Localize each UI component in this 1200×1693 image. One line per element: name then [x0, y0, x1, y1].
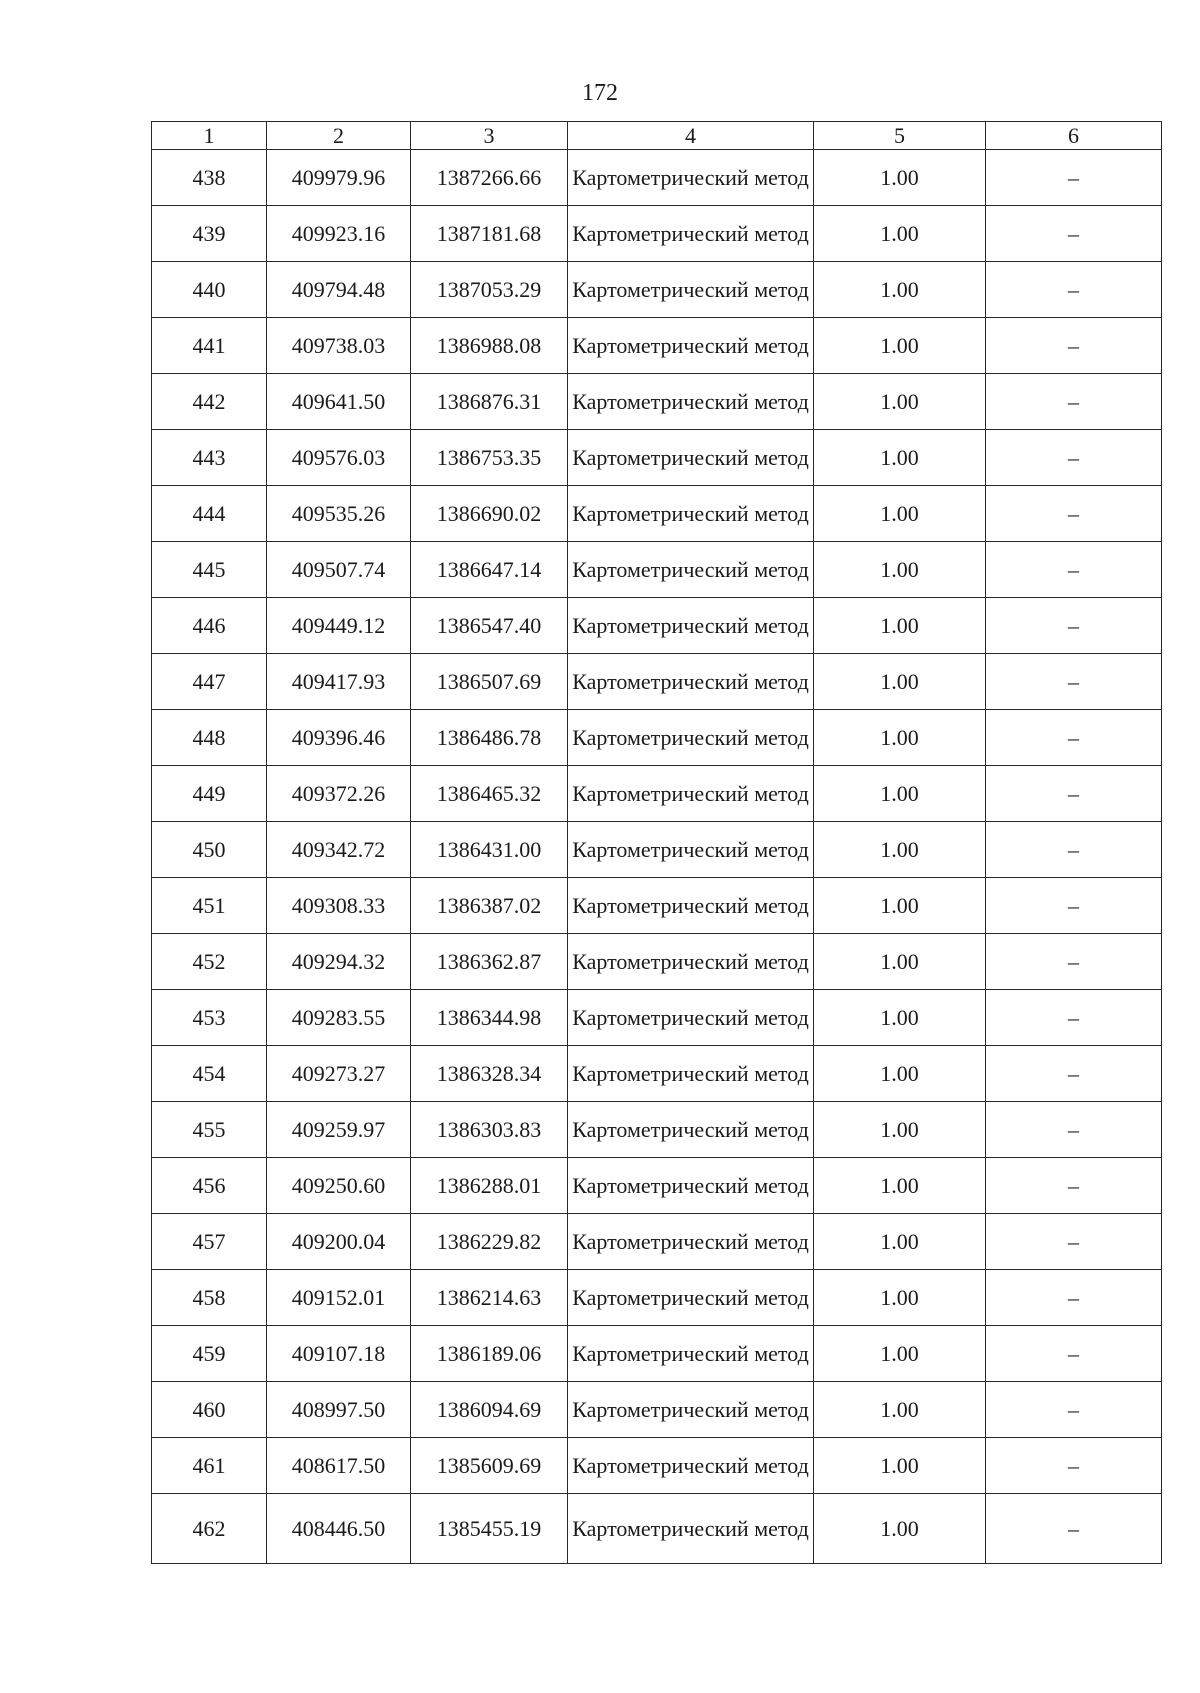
- x-coordinate-cell: 409417.93: [267, 654, 411, 710]
- accuracy-cell: 1.00: [814, 1214, 986, 1270]
- accuracy-cell: 1.00: [814, 1494, 986, 1564]
- method-cell: Картометрический метод: [568, 822, 814, 878]
- x-coordinate-cell: 409794.48: [267, 262, 411, 318]
- table-row: [152, 878, 1162, 934]
- point-number-cell: 454: [152, 1046, 267, 1102]
- x-coordinate-cell: 409200.04: [267, 1214, 411, 1270]
- accuracy-cell: 1.00: [814, 1438, 986, 1494]
- y-coordinate-cell: 1386507.69: [411, 654, 568, 710]
- table-row: [152, 1102, 1162, 1158]
- method-cell: Картометрический метод: [568, 710, 814, 766]
- point-number-cell: 453: [152, 990, 267, 1046]
- point-number-cell: 457: [152, 1214, 267, 1270]
- note-cell: –: [986, 878, 1162, 934]
- point-number-cell: 446: [152, 598, 267, 654]
- table-row: [152, 710, 1162, 766]
- method-cell: Картометрический метод: [568, 654, 814, 710]
- y-coordinate-cell: 1386362.87: [411, 934, 568, 990]
- note-cell: –: [986, 598, 1162, 654]
- table-row: [152, 654, 1162, 710]
- note-cell: –: [986, 1046, 1162, 1102]
- accuracy-cell: 1.00: [814, 1046, 986, 1102]
- table-row: [152, 486, 1162, 542]
- note-cell: –: [986, 1438, 1162, 1494]
- table-row: [152, 766, 1162, 822]
- method-cell: Картометрический метод: [568, 1270, 814, 1326]
- page-number: 172: [582, 80, 618, 106]
- y-coordinate-cell: 1386328.34: [411, 1046, 568, 1102]
- x-coordinate-cell: 408997.50: [267, 1382, 411, 1438]
- method-cell: Картометрический метод: [568, 934, 814, 990]
- column-header: 3: [411, 122, 568, 150]
- table-row: [152, 1270, 1162, 1326]
- y-coordinate-cell: 1386387.02: [411, 878, 568, 934]
- point-number-cell: 462: [152, 1494, 267, 1564]
- method-cell: Картометрический метод: [568, 1326, 814, 1382]
- point-number-cell: 452: [152, 934, 267, 990]
- table-row: [152, 1438, 1162, 1494]
- column-header: 2: [267, 122, 411, 150]
- accuracy-cell: 1.00: [814, 710, 986, 766]
- table-row: [152, 262, 1162, 318]
- table-row: [152, 1382, 1162, 1438]
- note-cell: –: [986, 710, 1162, 766]
- note-cell: –: [986, 990, 1162, 1046]
- method-cell: Картометрический метод: [568, 1046, 814, 1102]
- x-coordinate-cell: 409273.27: [267, 1046, 411, 1102]
- y-coordinate-cell: 1386647.14: [411, 542, 568, 598]
- y-coordinate-cell: 1386988.08: [411, 318, 568, 374]
- y-coordinate-cell: 1386465.32: [411, 766, 568, 822]
- note-cell: –: [986, 1102, 1162, 1158]
- note-cell: –: [986, 654, 1162, 710]
- y-coordinate-cell: 1386344.98: [411, 990, 568, 1046]
- x-coordinate-cell: 409283.55: [267, 990, 411, 1046]
- accuracy-cell: 1.00: [814, 766, 986, 822]
- accuracy-cell: 1.00: [814, 878, 986, 934]
- table-row: [152, 542, 1162, 598]
- point-number-cell: 441: [152, 318, 267, 374]
- table-row: [152, 1494, 1162, 1564]
- y-coordinate-cell: 1386431.00: [411, 822, 568, 878]
- x-coordinate-cell: 409107.18: [267, 1326, 411, 1382]
- x-coordinate-cell: 409923.16: [267, 206, 411, 262]
- note-cell: –: [986, 430, 1162, 486]
- note-cell: –: [986, 934, 1162, 990]
- accuracy-cell: 1.00: [814, 542, 986, 598]
- accuracy-cell: 1.00: [814, 934, 986, 990]
- table-row: [152, 150, 1162, 206]
- point-number-cell: 442: [152, 374, 267, 430]
- y-coordinate-cell: 1385609.69: [411, 1438, 568, 1494]
- method-cell: Картометрический метод: [568, 1158, 814, 1214]
- y-coordinate-cell: 1386094.69: [411, 1382, 568, 1438]
- coordinates-table: [151, 121, 1162, 1564]
- note-cell: –: [986, 1494, 1162, 1564]
- y-coordinate-cell: 1387266.66: [411, 150, 568, 206]
- accuracy-cell: 1.00: [814, 374, 986, 430]
- y-coordinate-cell: 1386303.83: [411, 1102, 568, 1158]
- accuracy-cell: 1.00: [814, 1326, 986, 1382]
- note-cell: –: [986, 822, 1162, 878]
- table-row: [152, 822, 1162, 878]
- x-coordinate-cell: 409294.32: [267, 934, 411, 990]
- x-coordinate-cell: 409372.26: [267, 766, 411, 822]
- table-row: [152, 1046, 1162, 1102]
- point-number-cell: 447: [152, 654, 267, 710]
- method-cell: Картометрический метод: [568, 206, 814, 262]
- method-cell: Картометрический метод: [568, 598, 814, 654]
- x-coordinate-cell: 408446.50: [267, 1494, 411, 1564]
- method-cell: Картометрический метод: [568, 430, 814, 486]
- point-number-cell: 448: [152, 710, 267, 766]
- y-coordinate-cell: 1386876.31: [411, 374, 568, 430]
- method-cell: Картометрический метод: [568, 878, 814, 934]
- table-row: [152, 1214, 1162, 1270]
- point-number-cell: 461: [152, 1438, 267, 1494]
- point-number-cell: 444: [152, 486, 267, 542]
- column-header: 4: [568, 122, 814, 150]
- point-number-cell: 449: [152, 766, 267, 822]
- column-header: 5: [814, 122, 986, 150]
- accuracy-cell: 1.00: [814, 1102, 986, 1158]
- point-number-cell: 451: [152, 878, 267, 934]
- x-coordinate-cell: 409576.03: [267, 430, 411, 486]
- x-coordinate-cell: 409507.74: [267, 542, 411, 598]
- y-coordinate-cell: 1386189.06: [411, 1326, 568, 1382]
- point-number-cell: 455: [152, 1102, 267, 1158]
- y-coordinate-cell: 1387181.68: [411, 206, 568, 262]
- y-coordinate-cell: 1387053.29: [411, 262, 568, 318]
- x-coordinate-cell: 409342.72: [267, 822, 411, 878]
- x-coordinate-cell: 409259.97: [267, 1102, 411, 1158]
- x-coordinate-cell: 408617.50: [267, 1438, 411, 1494]
- column-header: 1: [152, 122, 267, 150]
- point-number-cell: 443: [152, 430, 267, 486]
- table-row: [152, 1158, 1162, 1214]
- table-row: [152, 206, 1162, 262]
- note-cell: –: [986, 1382, 1162, 1438]
- point-number-cell: 445: [152, 542, 267, 598]
- y-coordinate-cell: 1385455.19: [411, 1494, 568, 1564]
- accuracy-cell: 1.00: [814, 1382, 986, 1438]
- x-coordinate-cell: 409308.33: [267, 878, 411, 934]
- method-cell: Картометрический метод: [568, 1494, 814, 1564]
- table-row: [152, 598, 1162, 654]
- point-number-cell: 438: [152, 150, 267, 206]
- table-row: [152, 318, 1162, 374]
- x-coordinate-cell: 409396.46: [267, 710, 411, 766]
- point-number-cell: 439: [152, 206, 267, 262]
- table-row: [152, 990, 1162, 1046]
- x-coordinate-cell: 409641.50: [267, 374, 411, 430]
- accuracy-cell: 1.00: [814, 1270, 986, 1326]
- accuracy-cell: 1.00: [814, 822, 986, 878]
- accuracy-cell: 1.00: [814, 1158, 986, 1214]
- table-row: [152, 1326, 1162, 1382]
- method-cell: Картометрический метод: [568, 542, 814, 598]
- point-number-cell: 460: [152, 1382, 267, 1438]
- method-cell: Картометрический метод: [568, 1214, 814, 1270]
- x-coordinate-cell: 409535.26: [267, 486, 411, 542]
- table-row: [152, 374, 1162, 430]
- x-coordinate-cell: 409738.03: [267, 318, 411, 374]
- table-header-row: [152, 122, 1162, 150]
- method-cell: Картометрический метод: [568, 1382, 814, 1438]
- note-cell: –: [986, 486, 1162, 542]
- y-coordinate-cell: 1386288.01: [411, 1158, 568, 1214]
- accuracy-cell: 1.00: [814, 150, 986, 206]
- method-cell: Картометрический метод: [568, 262, 814, 318]
- method-cell: Картометрический метод: [568, 374, 814, 430]
- method-cell: Картометрический метод: [568, 1102, 814, 1158]
- note-cell: –: [986, 1158, 1162, 1214]
- note-cell: –: [986, 262, 1162, 318]
- x-coordinate-cell: 409250.60: [267, 1158, 411, 1214]
- method-cell: Картометрический метод: [568, 318, 814, 374]
- accuracy-cell: 1.00: [814, 206, 986, 262]
- note-cell: –: [986, 374, 1162, 430]
- point-number-cell: 456: [152, 1158, 267, 1214]
- method-cell: Картометрический метод: [568, 766, 814, 822]
- accuracy-cell: 1.00: [814, 318, 986, 374]
- method-cell: Картометрический метод: [568, 486, 814, 542]
- y-coordinate-cell: 1386690.02: [411, 486, 568, 542]
- x-coordinate-cell: 409449.12: [267, 598, 411, 654]
- y-coordinate-cell: 1386486.78: [411, 710, 568, 766]
- note-cell: –: [986, 766, 1162, 822]
- note-cell: –: [986, 318, 1162, 374]
- note-cell: –: [986, 542, 1162, 598]
- point-number-cell: 440: [152, 262, 267, 318]
- point-number-cell: 458: [152, 1270, 267, 1326]
- x-coordinate-cell: 409979.96: [267, 150, 411, 206]
- note-cell: –: [986, 1214, 1162, 1270]
- accuracy-cell: 1.00: [814, 430, 986, 486]
- accuracy-cell: 1.00: [814, 486, 986, 542]
- note-cell: –: [986, 1270, 1162, 1326]
- accuracy-cell: 1.00: [814, 262, 986, 318]
- column-header: 6: [986, 122, 1162, 150]
- accuracy-cell: 1.00: [814, 990, 986, 1046]
- x-coordinate-cell: 409152.01: [267, 1270, 411, 1326]
- method-cell: Картометрический метод: [568, 150, 814, 206]
- point-number-cell: 450: [152, 822, 267, 878]
- y-coordinate-cell: 1386547.40: [411, 598, 568, 654]
- note-cell: –: [986, 150, 1162, 206]
- note-cell: –: [986, 1326, 1162, 1382]
- table-row: [152, 934, 1162, 990]
- accuracy-cell: 1.00: [814, 654, 986, 710]
- table-row: [152, 430, 1162, 486]
- method-cell: Картометрический метод: [568, 990, 814, 1046]
- y-coordinate-cell: 1386229.82: [411, 1214, 568, 1270]
- y-coordinate-cell: 1386753.35: [411, 430, 568, 486]
- method-cell: Картометрический метод: [568, 1438, 814, 1494]
- note-cell: –: [986, 206, 1162, 262]
- point-number-cell: 459: [152, 1326, 267, 1382]
- y-coordinate-cell: 1386214.63: [411, 1270, 568, 1326]
- accuracy-cell: 1.00: [814, 598, 986, 654]
